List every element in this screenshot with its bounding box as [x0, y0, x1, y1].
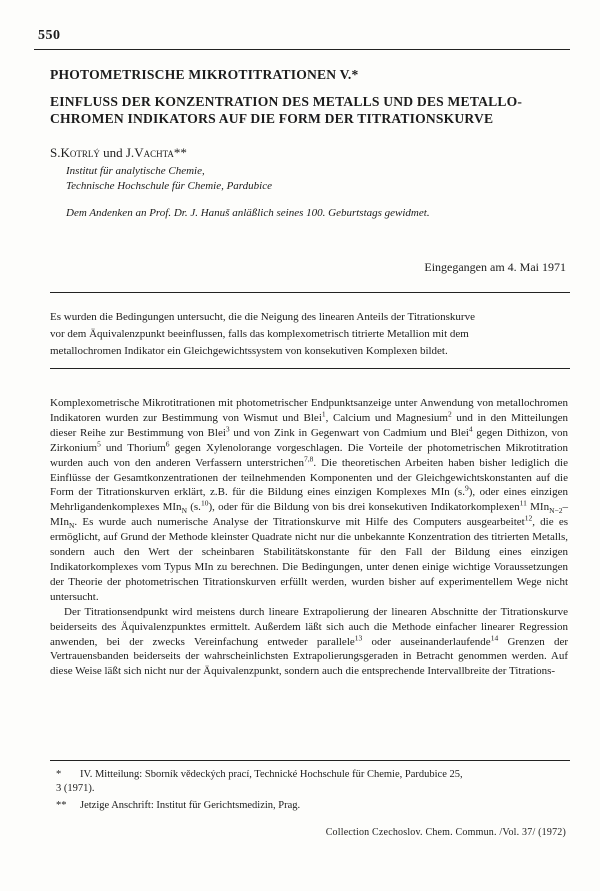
dedication: Dem Andenken an Prof. Dr. J. Hanuš anläßlich seines 100. Geburtstags gewidmet. — [66, 207, 430, 219]
paragraph-1: Komplexometrische Mikrotitrationen mit photometrischer Endpunktsanzeige unter Anwendung von metallochromen Indikatoren wurden zur Bestimmung von Wismut und Blei$^1$, Calcium und Magnesium$^2$ und in den Mitteilungen dieser Reihe zur Bestimmung von Blei$^3$ und von Zink in Gegenwart von Cadmium und Blei$^4$ gegen Dithizon, von Zirkonium$^5$ und Thorium$^6$ gegen Xylenolorange vorgeschlagen. Die Vorteile der photometrischen Mikrotitration wurden auch von den anderen Verfassern unterstrichen$^{7,8}$. Die theoretischen Arbeiten haben bisher lediglich die Einflüsse der Gesamtkonzentrationen der teilnehmenden Komponenten und der Gleichgewichtskonstanten auf die Form der Titrationskurven erklärt, z.B. für die Bildung eines einzigen Komplexes MIn (s.$^9$), oder eines einzigen Mehrligandenkomplexes MIn$_N$ (s.$^{10}$), oder für die Bildung von bis drei konsekutiven Indikatorkomplexen$^{11}$ MIn$_{N-2}$–MIn$_N$. Es wurde auch numerische Analyse der Titrationskurve mit Hilfe des Computers ausgearbeitet$^{12}$, die es ermöglicht, auf Grund der Methode kleinster Quadrate nicht nur die unbekannte Konzentration des titrierten Metalls, sondern auch den Wert der scheinbaren Stabilitätskonstante für den Fall der Bildung eines einzigen Indikatorkomplexes vom Typus MIn zu berechnen. Die Bedingungen, unter denen einige wichtige Voraussetzungen der Theorie der photometrischen Titrationskurven erfüllt werden, wurden bisher auf experimentellem Wege nicht untersucht. — [50, 397, 568, 603]
abstract-line: metallochromen Indikator ein Gleichgewichtssystem von konsekutiven Komplexen bildet. — [50, 344, 448, 357]
authors: S.Kotrlý und J.Vachta** — [50, 145, 187, 160]
article-title-line-2: CHROMEN INDIKATORS AUF DIE FORM DER TITRATIONSKURVE — [50, 111, 494, 126]
footnote-2: ** Jetzige Anschrift: Institut für Gerichtsmedizin, Prag. — [56, 800, 301, 811]
article-title-line-1: EINFLUSS DER KONZENTRATION DES METALLS UND DES METALLO- — [50, 94, 523, 109]
abstract — [50, 309, 568, 359]
footnote-rule — [50, 760, 570, 761]
article-body — [50, 396, 568, 679]
received-date: Eingegangen am 4. Mai 1971 — [424, 260, 566, 274]
header-rule — [34, 49, 570, 50]
author-kotrly: Kotrlý — [60, 145, 100, 160]
abstract-line: Es wurden die Bedingungen untersucht, die die Neigung des linearen Anteils der Titrationskurve — [50, 311, 475, 323]
paragraph-2: Der Titrationsendpunkt wird meistens durch lineare Extrapolierung der linearen Abschnitte der Titrationskurve beiderseits des Äquivalenzpunktes ermittelt. Außerdem läßt sich auch die Methode einfacher linearer Regression anwenden, bei der zwecks Vereinfachung entweder parallele$^{13}$ oder auseinanderlaufende$^{14}$ Grenzen der Vertrauensbanden beiderseits der wahrscheinlichsten Extrapolierungsgeraden in Betracht genommen werden. Auf diese Weise läßt sich nicht nur der Äquivalenzpunkt, sondern auch die entsprechende Intervallbreite der Titrations- — [50, 605, 568, 678]
page-number: 550 — [38, 28, 61, 43]
journal-citation-footer: Collection Czechoslov. Chem. Commun. /Vol. 37/ (1972) — [325, 827, 566, 838]
abstract-bottom-rule — [50, 368, 570, 369]
series-title: PHOTOMETRISCHE MIKROTITRATIONEN V.* — [50, 67, 359, 82]
institute-line-1: Institut für analytische Chemie, — [66, 165, 205, 177]
author-vachta: Vachta — [134, 145, 174, 160]
abstract-line: vor dem Äquivalenzpunkt beeinflussen, falls das komplexometrisch titrierte Metallion mit dem — [50, 327, 469, 340]
abstract-top-rule — [50, 292, 570, 293]
institute-line-2: Technische Hochschule für Chemie, Pardubice — [66, 180, 273, 192]
footnote-1: * IV. Mitteilung: Sborník vědeckých prací, Technické Hochschule für Chemie, Pardubice 25, 3 (1971). — [56, 769, 463, 794]
